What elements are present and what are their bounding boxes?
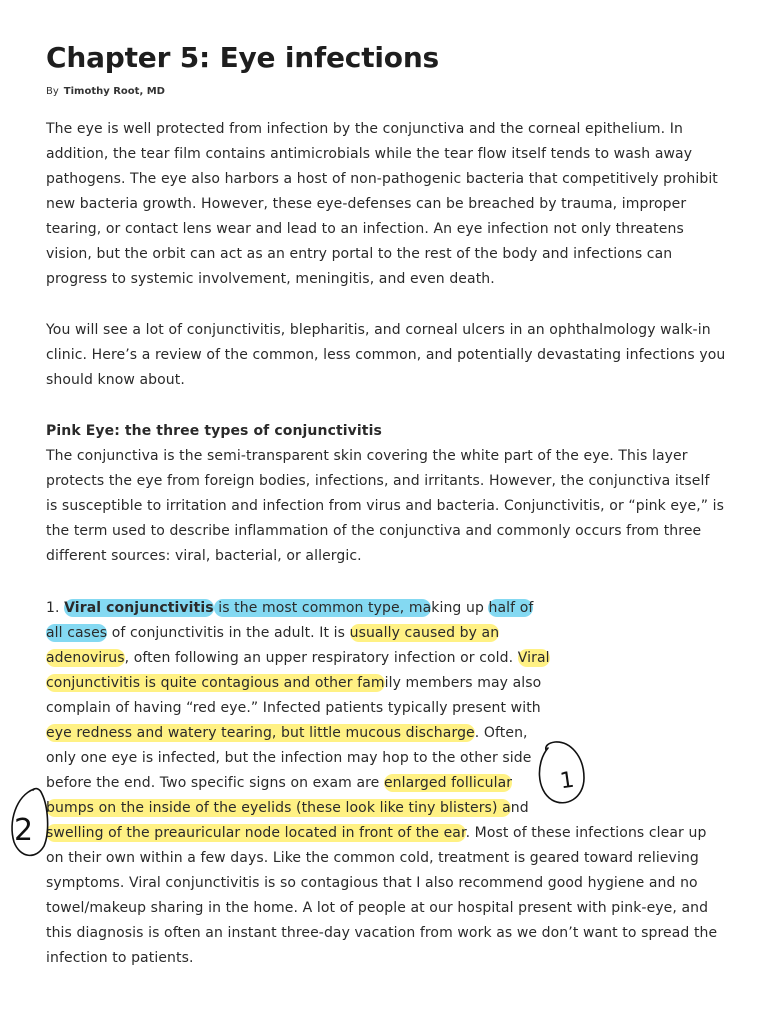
- text-line: different sources: viral, bacterial, or allergic.: [46, 548, 362, 564]
- text-line: infection to patients.: [46, 950, 194, 966]
- byline-prefix: By: [46, 86, 59, 97]
- text-run: complain of having “red eye.” Infected patients typically present with: [46, 700, 541, 716]
- circled-one-annotation: [539, 742, 584, 803]
- text-line: is susceptible to irritation and infection from virus and bacteria. Conjunctivitis, or “pink eye,” is: [46, 498, 725, 514]
- text-run: nd: [510, 800, 529, 816]
- text-run: . Most of these infections clear up: [465, 825, 707, 841]
- text-line: pathogens. The eye also harbors a host of non-pathogenic bacteria that competitively prohibit: [46, 171, 718, 187]
- text-line: The eye is well protected from infection by the conjunctiva and the corneal epithelium. In: [46, 121, 683, 137]
- yellow-highlight: swelling of the preauricular node located in front of the ear: [46, 825, 466, 841]
- text-run: king up: [431, 600, 489, 616]
- text-line: this diagnosis is often an instant three-day vacation from work as we don’t want to spread the: [46, 925, 718, 941]
- text-line: towel/makeup sharing in the home. A lot of people at our hospital present with pink-eye, and: [46, 900, 709, 916]
- blue-highlight: all cases: [46, 625, 108, 641]
- text-line: should know about.: [46, 372, 185, 388]
- text-line: on their own within a few days. Like the common cold, treatment is geared toward relieving: [46, 850, 699, 866]
- article-title: Chapter 5: Eye infections: [46, 41, 440, 74]
- text-line: [46, 696, 541, 721]
- list-number: 1.: [46, 600, 65, 616]
- text-line: You will see a lot of conjunctivitis, blepharitis, and corneal ulcers in an ophthalmology walk-in: [46, 322, 711, 338]
- text-line: [46, 771, 512, 796]
- text-line: tearing, or contact lens wear and lead to an infection. An eye infection not only threatens: [46, 221, 684, 237]
- yellow-highlight: bumps on the inside of the eyelids (these look like tiny blisters) a: [46, 800, 511, 816]
- text-line: [46, 796, 529, 821]
- mark-one-label: 1: [558, 767, 576, 795]
- text-line: [46, 646, 550, 671]
- byline: [46, 84, 165, 100]
- yellow-highlight: usually caused by an: [349, 625, 500, 641]
- blue-highlight: half of: [488, 600, 534, 616]
- yellow-highlight: conjunctivitis is quite contagious and other fam: [46, 675, 385, 691]
- blue-highlight: is the most common type, ma: [213, 600, 432, 616]
- text-line: The conjunctiva is the semi-transparent skin covering the white part of the eye. This layer: [46, 448, 688, 464]
- text-run: of conjunctivitis in the adult. It is: [107, 625, 350, 641]
- text-line: the term used to describe inflammation of the conjunctiva and commonly occurs from three: [46, 523, 702, 539]
- text-run: ily members may also: [384, 675, 542, 691]
- yellow-highlight: Viral: [517, 650, 550, 666]
- author-name[interactable]: Timothy Root, MD: [63, 86, 165, 97]
- text-run: before the end. Two specific signs on exam are: [46, 775, 384, 791]
- text-line: [46, 721, 528, 746]
- text-line: [46, 596, 533, 621]
- blue-highlight: Viral conjunctivitis: [64, 600, 214, 616]
- text-run: . Often,: [474, 725, 528, 741]
- circled-two-annotation: [12, 789, 48, 856]
- text-line: [46, 746, 531, 771]
- yellow-highlight: adenovirus: [46, 650, 125, 666]
- text-line: clinic. Here’s a review of the common, less common, and potentially devastating infections you: [46, 347, 726, 363]
- text-line: addition, the tear film contains antimicrobials while the tear flow itself tends to wash away: [46, 146, 693, 162]
- text-line: progress to systemic involvement, meningitis, and even death.: [46, 271, 495, 287]
- mark-two-label: 2: [14, 813, 34, 848]
- text-run: , often following an upper respiratory infection or cold.: [124, 650, 518, 666]
- text-line: [46, 621, 499, 646]
- text-line: [46, 821, 706, 846]
- text-line: [46, 671, 541, 696]
- text-run: only one eye is infected, but the infection may hop to the other side: [46, 750, 532, 766]
- yellow-highlight: eye redness and watery tearing, but little mucous discharge: [46, 725, 475, 741]
- text-line: vision, but the orbit can act as an entry portal to the rest of the body and infections can: [46, 246, 673, 262]
- text-line: new bacteria growth. However, these eye-defenses can be breached by trauma, improper: [46, 196, 687, 212]
- text-line: protects the eye from foreign bodies, infections, and irritants. However, the conjunctiva itself: [46, 473, 710, 489]
- section-heading: Pink Eye: the three types of conjunctivitis: [46, 423, 382, 439]
- yellow-highlight: enlarged follicular: [383, 775, 513, 791]
- text-line: symptoms. Viral conjunctivitis is so contagious that I also recommend good hygiene and no: [46, 875, 698, 891]
